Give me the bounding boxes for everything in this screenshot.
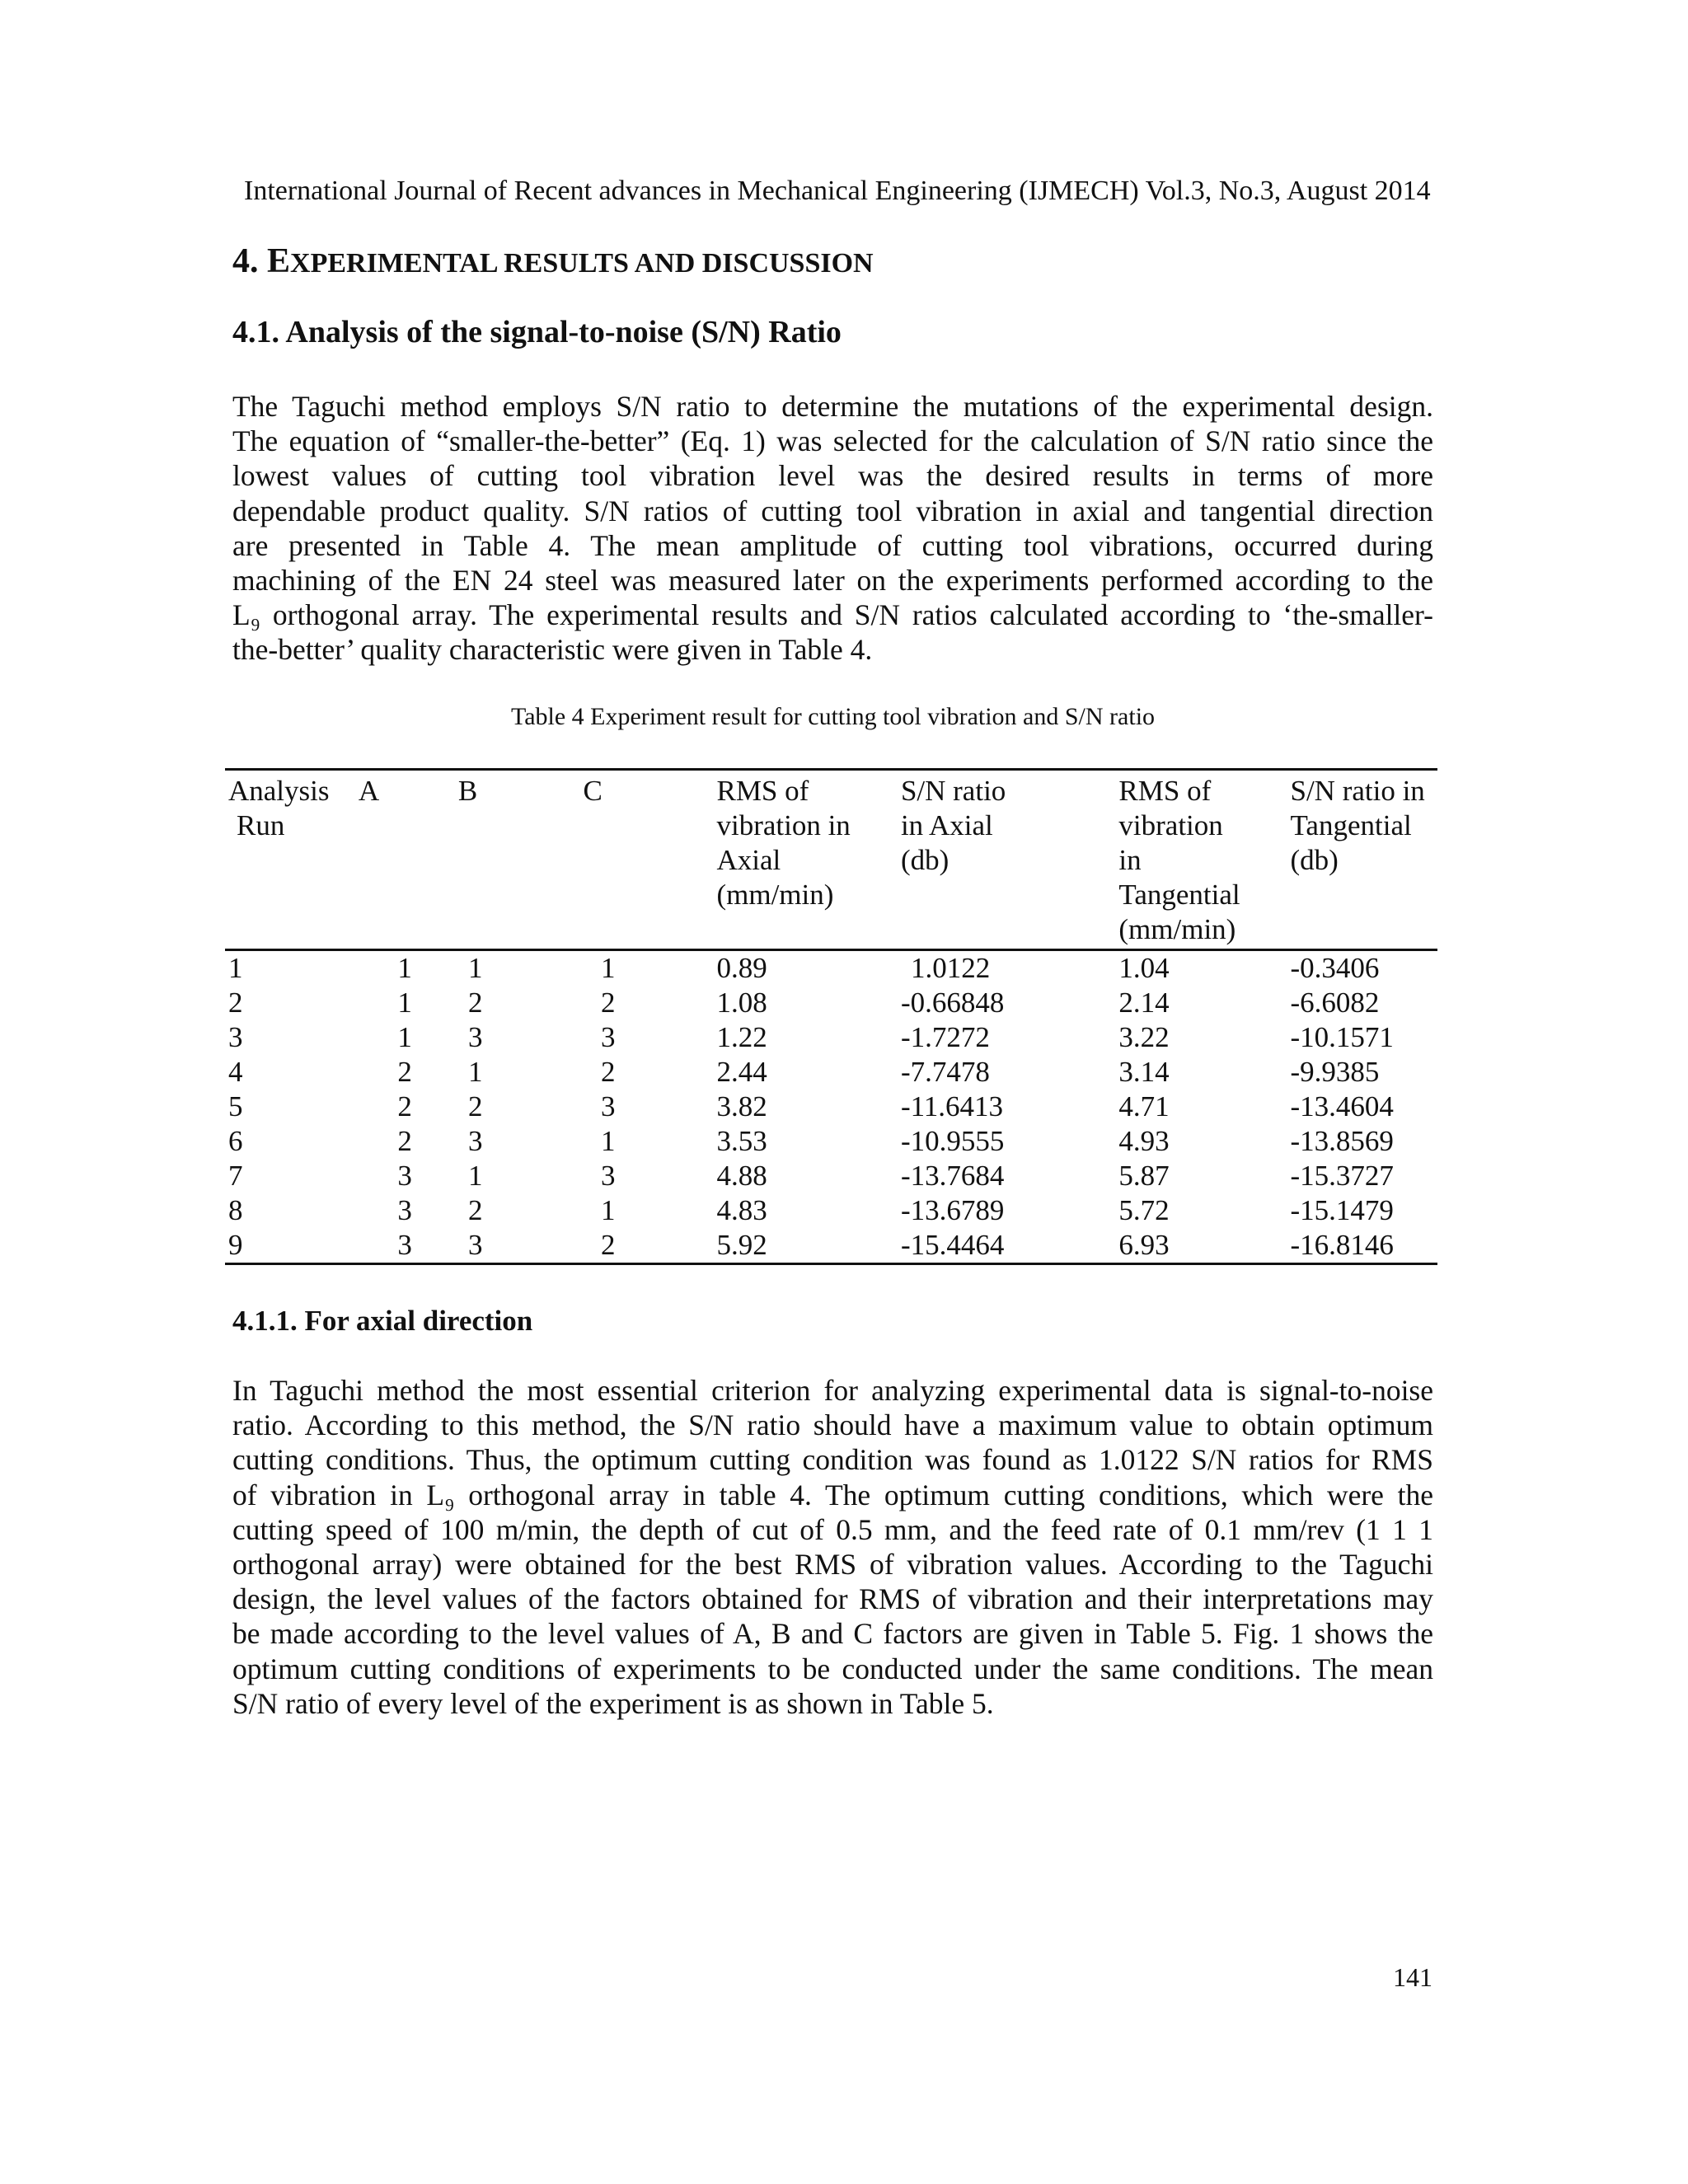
table-row [225, 1228, 1437, 1264]
cell-sn-axial: -1.7272 [900, 1021, 990, 1053]
cell-run: 9 [228, 1229, 243, 1261]
paragraph-line: In Taguchi method the most essential criterion for analyzing experimental data is signal-to-noise [232, 1374, 1433, 1407]
header-rms-axial [713, 770, 897, 950]
cell-run: 4 [228, 1056, 243, 1088]
cell-c: 3 [600, 1021, 616, 1053]
paragraph-line: design, the level values of the factors obtained for RMS of vibration and their interpretations may [232, 1582, 1433, 1616]
table-row [225, 1090, 1437, 1124]
table-row [225, 986, 1437, 1020]
header-line: S/N ratio [900, 775, 1006, 807]
paragraph-line: be made according to the level values of A, B and C factors are given in Table 5. Fig. 1 shows the [232, 1617, 1433, 1651]
cell-a: 2 [397, 1090, 412, 1122]
cell-b: 1 [468, 1056, 483, 1088]
header-line: Run [237, 809, 285, 841]
cell-rms-tangential: 5.72 [1118, 1194, 1170, 1226]
cell-rms-axial: 1.22 [716, 1021, 767, 1053]
cell-c: 3 [600, 1090, 616, 1122]
cell-sn-tangential: -10.1571 [1290, 1021, 1394, 1053]
header-analysis-run [225, 770, 355, 950]
cell-rms-tangential: 1.04 [1118, 952, 1170, 984]
header-sn-axial [898, 770, 1115, 950]
cell-c: 1 [600, 952, 616, 984]
subsection-heading: 4.1. Analysis of the signal-to-noise (S/N) Ratio [232, 315, 842, 349]
cell-run: 7 [228, 1160, 243, 1192]
header-rms-tangential [1115, 770, 1287, 950]
header-line: Tangential [1290, 809, 1412, 841]
paragraph-line: machining of the EN 24 steel was measured later on the experiments performed according to the [232, 563, 1433, 597]
cell-run: 3 [228, 1021, 243, 1053]
cell-sn-tangential: -13.4604 [1290, 1090, 1394, 1122]
cell-rms-axial: 4.83 [716, 1194, 767, 1226]
cell-rms-tangential: 3.22 [1118, 1021, 1170, 1053]
cell-c: 3 [600, 1160, 616, 1192]
cell-sn-tangential: -6.6082 [1290, 987, 1380, 1019]
cell-b: 2 [468, 1194, 483, 1226]
results-table [225, 768, 1437, 1265]
header-line: vibration in [716, 809, 851, 841]
subsubsection-heading: 4.1.1. For axial direction [232, 1305, 533, 1337]
cell-b: 3 [468, 1125, 483, 1157]
cell-b: 3 [468, 1021, 483, 1053]
cell-a: 3 [397, 1229, 412, 1261]
header-line: Tangential [1118, 879, 1240, 911]
header-line: Analysis [228, 775, 330, 807]
cell-c: 2 [600, 987, 616, 1019]
cell-rms-axial: 3.82 [716, 1090, 767, 1122]
cell-sn-axial: -15.4464 [900, 1229, 1005, 1261]
header-factor-b: B [457, 775, 478, 807]
cell-b: 2 [468, 987, 483, 1019]
cell-a: 1 [397, 1021, 412, 1053]
cell-sn-tangential: -9.9385 [1290, 1056, 1380, 1088]
table-header [225, 770, 1437, 950]
cell-sn-axial: -13.6789 [900, 1194, 1005, 1226]
cell-sn-axial: -7.7478 [900, 1056, 990, 1088]
cell-rms-tangential: 6.93 [1118, 1229, 1170, 1261]
page-number: 141 [1393, 1962, 1432, 1992]
cell-sn-tangential: -15.3727 [1290, 1160, 1394, 1192]
cell-rms-axial: 4.88 [716, 1160, 767, 1192]
cell-a: 3 [397, 1194, 412, 1226]
cell-a: 1 [397, 952, 412, 984]
paragraph-line: optimum cutting conditions of experiments to be conducted under the same conditions. The mean [232, 1652, 1433, 1685]
cell-run: 6 [228, 1125, 243, 1157]
table-header-row [225, 770, 1437, 950]
cell-b: 3 [468, 1229, 483, 1261]
cell-c: 1 [600, 1125, 616, 1157]
table-body [225, 950, 1437, 1264]
table-row [225, 1020, 1437, 1055]
header-sn-tangential [1287, 770, 1437, 950]
cell-a: 3 [397, 1160, 412, 1192]
paragraph-line: orthogonal array) were obtained for the best RMS of vibration values. According to the Taguchi [232, 1547, 1433, 1581]
cell-a: 2 [397, 1125, 412, 1157]
running-header: International Journal of Recent advances in Mechanical Engineering (IJMECH) Vol.3, No.3, August 2014 [244, 176, 1431, 206]
header-line: (mm/min) [1118, 913, 1236, 945]
paragraph-line: L₉ orthogonal array. The experimental results and S/N ratios calculated according to ‘the-smaller- [232, 598, 1433, 632]
header-line: vibration [1118, 809, 1223, 841]
paragraph-axial-direction [232, 1373, 1433, 1721]
cell-c: 1 [600, 1194, 616, 1226]
paragraph-sn-ratio-intro [232, 389, 1433, 668]
cell-rms-tangential: 4.93 [1118, 1125, 1170, 1157]
table-row [225, 950, 1437, 987]
cell-sn-tangential: -0.3406 [1290, 952, 1380, 984]
paragraph-line: cutting conditions. Thus, the optimum cutting condition was found as 1.0122 S/N ratios for RMS [232, 1443, 1433, 1477]
paragraph-line: dependable product quality. S/N ratios of cutting tool vibration in axial and tangential direction [232, 494, 1433, 527]
header-line: RMS of [716, 775, 809, 807]
header-line: (mm/min) [716, 879, 834, 911]
cell-b: 1 [468, 952, 483, 984]
table-row [225, 1055, 1437, 1090]
section-number: 4. [232, 242, 267, 280]
cell-b: 2 [468, 1090, 483, 1122]
section-heading [232, 241, 874, 284]
header-line: (db) [1290, 844, 1339, 876]
cell-rms-axial: 3.53 [716, 1125, 767, 1157]
header-line: in [1118, 844, 1142, 876]
cell-sn-tangential: -16.8146 [1290, 1229, 1394, 1261]
cell-c: 2 [600, 1056, 616, 1088]
cell-rms-axial: 2.44 [716, 1056, 767, 1088]
cell-sn-tangential: -15.1479 [1290, 1194, 1394, 1226]
header-line: Axial [716, 844, 781, 876]
cell-sn-axial: -10.9555 [900, 1125, 1005, 1157]
cell-c: 2 [600, 1229, 616, 1261]
paragraph-line: S/N ratio of every level of the experiment is as shown in Table 5. [232, 1686, 994, 1720]
cell-sn-axial: 1.0122 [910, 952, 991, 984]
cell-sn-axial: -11.6413 [900, 1090, 1004, 1122]
table-row [225, 1124, 1437, 1159]
table-caption: Table 4 Experiment result for cutting tool vibration and S/N ratio [510, 703, 1156, 730]
cell-a: 2 [397, 1056, 412, 1088]
paragraph-line: The equation of “smaller-the-better” (Eq. 1) was selected for the calculation of S/N ratio since the [232, 424, 1433, 458]
cell-b: 1 [468, 1160, 483, 1192]
cell-rms-tangential: 3.14 [1118, 1056, 1170, 1088]
cell-run: 5 [228, 1090, 243, 1122]
paragraph-line: are presented in Table 4. The mean amplitude of cutting tool vibrations, occurred during [232, 528, 1433, 562]
header-line: (db) [900, 844, 950, 876]
cell-rms-tangential: 4.71 [1118, 1090, 1170, 1122]
section-title-initial: E [267, 242, 291, 280]
header-line: RMS of [1118, 775, 1212, 807]
cell-rms-tangential: 5.87 [1118, 1160, 1170, 1192]
paragraph-line: ratio. According to this method, the S/N ratio should have a maximum value to obtain optimum [232, 1408, 1433, 1442]
paragraph-line: of vibration in L₉ orthogonal array in table 4. The optimum cutting conditions, which were the [232, 1478, 1433, 1511]
section-title-rest: XPERIMENTAL RESULTS AND DISCUSSION [290, 248, 874, 279]
cell-rms-axial: 1.08 [716, 987, 767, 1019]
header-line: in Axial [900, 809, 993, 841]
table-row [225, 1159, 1437, 1193]
cell-sn-tangential: -13.8569 [1290, 1125, 1394, 1157]
cell-rms-axial: 5.92 [716, 1229, 767, 1261]
header-line: S/N ratio in [1290, 775, 1425, 807]
paragraph-line: The Taguchi method employs S/N ratio to determine the mutations of the experimental design. [232, 390, 1433, 423]
paragraph-line: cutting speed of 100 m/min, the depth of cut of 0.5 mm, and the feed rate of 0.1 mm/rev (1 1 1 [232, 1512, 1433, 1546]
table-row [225, 1193, 1437, 1228]
paragraph-line: lowest values of cutting tool vibration level was the desired results in terms of more [232, 459, 1433, 493]
header-factor-a: A [358, 775, 380, 807]
cell-a: 1 [397, 987, 412, 1019]
header-factor-c: C [583, 775, 603, 807]
paragraph-line: the-better’ quality characteristic were given in Table 4. [232, 633, 873, 667]
cell-sn-axial: -13.7684 [900, 1160, 1005, 1192]
cell-run: 2 [228, 987, 243, 1019]
cell-run: 1 [228, 952, 243, 984]
cell-rms-axial: 0.89 [716, 952, 767, 984]
cell-sn-axial: -0.66848 [900, 987, 1005, 1019]
cell-rms-tangential: 2.14 [1118, 987, 1170, 1019]
cell-run: 8 [228, 1194, 243, 1226]
